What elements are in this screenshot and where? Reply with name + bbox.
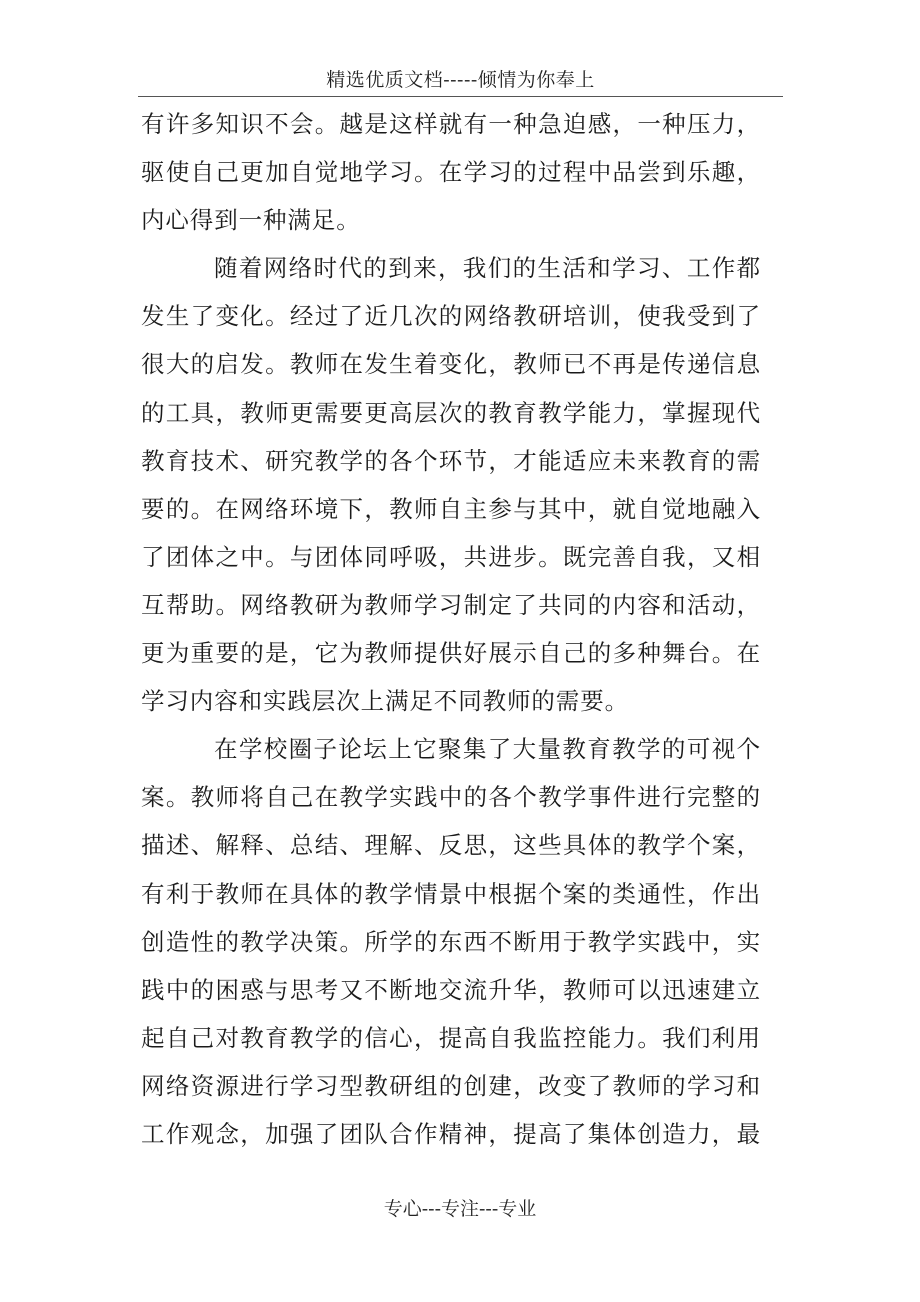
text-line: 案。教师将自己在教学实践中的各个教学事件进行完整的	[141, 783, 761, 812]
text-line: 互帮助。网络教研为教师学习制定了共同的内容和活动，	[141, 590, 761, 619]
text-line: 要的。在网络环境下，教师自主参与其中，就自觉地融入	[141, 494, 761, 523]
text-line: 教育技术、研究教学的各个环节，才能适应未来教育的需	[141, 446, 761, 475]
text-line: 践中的困惑与思考又不断地交流升华，教师可以迅速建立	[141, 975, 761, 1004]
text-line: 驱使自己更加自觉地学习。在学习的过程中品尝到乐趣，	[141, 158, 761, 187]
text-line: 创造性的教学决策。所学的东西不断用于教学实践中，实	[141, 927, 761, 956]
page-footer: 专心---专注---专业	[383, 1198, 537, 1220]
paragraph	[141, 725, 761, 1158]
page-header: 精选优质文档-----倾情为你奉上	[138, 64, 783, 97]
text-line: 了团体之中。与团体同呼吸，共进步。既完善自我，又相	[141, 542, 761, 571]
text-line: 描述、解释、总结、理解、反思，这些具体的教学个案，	[141, 831, 761, 860]
paragraph	[141, 100, 761, 244]
text-line: 工作观念，加强了团队合作精神，提高了集体创造力，最	[141, 1119, 761, 1148]
paragraph	[141, 244, 761, 725]
text-line: 网络资源进行学习型教研组的创建，改变了教师的学习和	[141, 1071, 761, 1100]
document-body	[141, 100, 761, 1158]
text-line: 在学校圈子论坛上它聚集了大量教育教学的可视个	[214, 735, 761, 764]
text-line: 很大的启发。教师在发生着变化，教师已不再是传递信息	[141, 350, 761, 379]
text-line: 有利于教师在具体的教学情景中根据个案的类通性，作出	[141, 879, 761, 908]
text-line: 发生了变化。经过了近几次的网络教研培训，使我受到了	[141, 302, 761, 331]
text-line: 更为重要的是，它为教师提供好展示自己的多种舞台。在	[141, 639, 761, 668]
text-line: 的工具，教师更需要更高层次的教育教学能力，掌握现代	[141, 398, 761, 427]
text-line: 起自己对教育教学的信心，提高自我监控能力。我们利用	[141, 1023, 761, 1052]
text-line: 有许多知识不会。越是这样就有一种急迫感，一种压力，	[141, 110, 761, 138]
text-line: 内心得到一种满足。	[141, 206, 361, 235]
text-line: 随着网络时代的到来，我们的生活和学习、工作都	[214, 254, 761, 283]
text-line: 学习内容和实践层次上满足不同教师的需要。	[141, 687, 629, 716]
